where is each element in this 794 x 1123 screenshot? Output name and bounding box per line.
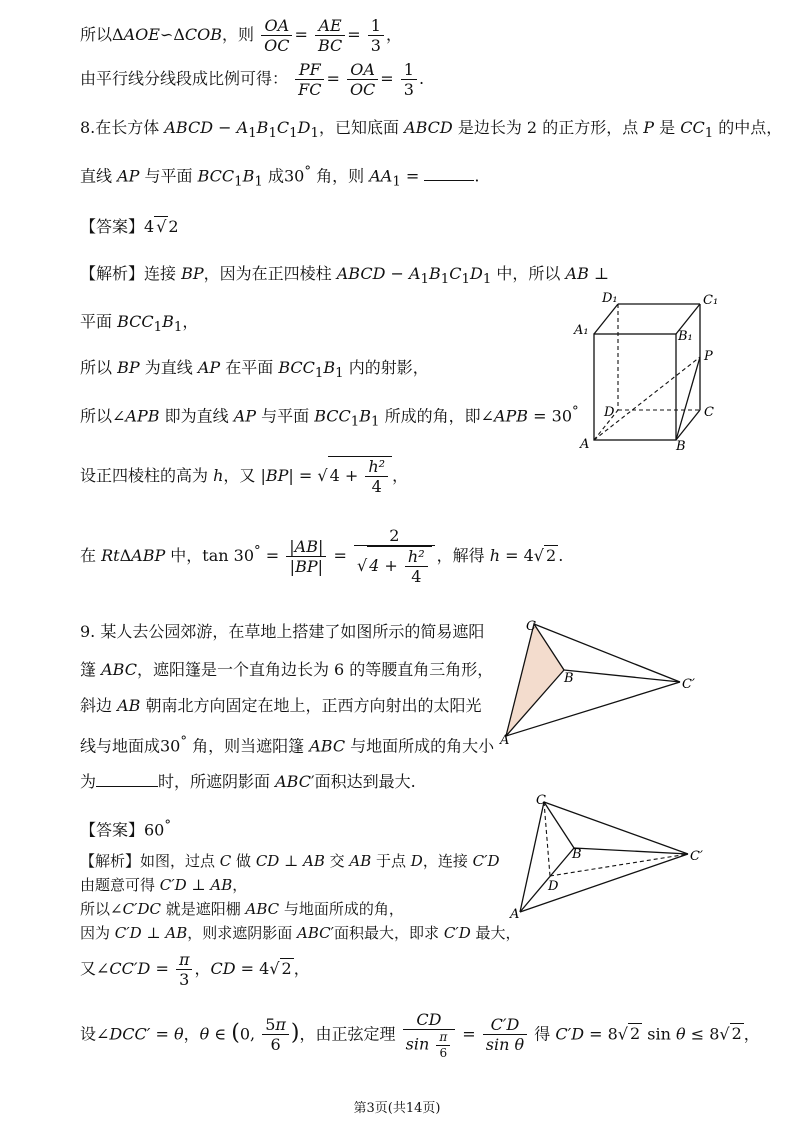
label-c: C: [536, 793, 546, 808]
label-a: A: [580, 437, 590, 450]
label-b: B: [572, 847, 582, 862]
sunshade-explanation-figure: [506, 790, 716, 920]
label-c: C: [704, 405, 714, 420]
question-9-line3: 斜边 AB 朝南北方向固定在地上，正西方向射出的太阳光: [80, 696, 482, 715]
explanation-9-line1: 【解析】如图，过点 C 做 CD ⊥ AB 交 AB 于点 D，连接 C′D: [80, 852, 500, 870]
explanation-9-line2: 由题意可得 C′D ⊥ AB，: [80, 876, 248, 894]
label-c1: C₁: [703, 293, 719, 308]
label-c: C: [526, 619, 536, 634]
fraction: $\frac{OA}{OC}$: [347, 60, 378, 99]
question-9-line2: 篷 ABC，遮阳篷是一个直角边长为 6 的等腰直角三角形，: [80, 660, 494, 679]
answer-9: 【答案】60°: [80, 818, 172, 840]
question-9-line1: 9. 某人去公园郊游，在草地上搭建了如图所示的简易遮阳: [80, 622, 485, 641]
explanation-9-line4: 因为 C′D ⊥ AB，则求遮阴影面 ABC′面积最大，即求 C′D 最大，: [80, 924, 521, 942]
label-c-prime: C′: [682, 677, 695, 692]
label-d1: D₁: [602, 291, 618, 306]
question-8-line1: 8.在长方体 ABCD − $A_1B_1C_1D_1$，已知底面 ABCD 是边长为 2 的正方形，点 P 是 $CC_1$ 的中点，: [80, 118, 783, 142]
fraction: $\frac{1}{3}$: [401, 60, 417, 99]
text-line: 由平行线分线段成比例可得： $\frac{PF}{FC}$ = $\frac{OA}{OC}$ = $\frac{1}{3}$ .: [80, 60, 425, 100]
sunshade-figure: [496, 618, 710, 748]
fraction: $\frac{PF}{FC}$: [295, 60, 324, 99]
label-a: A: [500, 733, 510, 748]
label-a1: A₁: [574, 323, 589, 338]
label-d: D: [604, 405, 615, 420]
explanation-9-line3: 所以∠C′DC 就是遮阳棚 ABC 与地面所成的角，: [80, 900, 404, 918]
label-b1: B₁: [678, 329, 693, 344]
fraction: $\frac{AE}{BC}$: [315, 16, 345, 55]
explanation-8-line6: 在 RtΔABP 中，tan 30° = $\frac{|AB|}{|BP|}$ = 2 √ 4 + $\frac{\text{h²}}{4}$ ，解得 h = 4√ 2 .: [80, 526, 564, 587]
page-footer: 第3页(共14页): [353, 1101, 441, 1116]
explanation-8-line3: 所以 BP 为直线 AP 在平面 $BCC_1B_1$ 内的射影，: [80, 358, 429, 382]
explanation-8-line1: 【解析】连接 BP，因为在正四棱柱 ABCD − $A_1B_1C_1D_1$ 中，所以 AB ⊥: [80, 264, 609, 288]
cuboid-figure: [572, 290, 722, 450]
question-9-line5: 为 时，所遮阴影面 ABC′面积达到最大.: [80, 772, 416, 791]
label-a: A: [510, 907, 520, 920]
text-line: 所以ΔAOE∽ΔCOB，则 $\frac{OA}{OC}$ = $\frac{AE}{BC}$ = $\frac{1}{3}$ ，: [80, 16, 402, 56]
explanation-9-line5: 又∠CC′D = $\frac{\pi}{3}$ ，CD = 4√ 2 ，: [80, 950, 310, 990]
label-b: B: [564, 671, 574, 686]
fraction: $\frac{OA}{OC}$: [261, 16, 292, 55]
fraction: $\frac{1}{3}$: [368, 16, 384, 55]
explanation-8-line2: 平面 $BCC_1B_1$，: [80, 312, 199, 336]
question-9-line4: 线与地面成30° 角，则当遮阳篷 ABC 与地面所成的角大小: [80, 734, 495, 756]
question-8-line2: 直线 AP 与平面 $BCC_1B_1$ 成30° 角，则 $AA_1$ = .: [80, 164, 480, 190]
explanation-8-line5: 设正四棱柱的高为 h，又 |BP| = √ 4 + $\frac{\text{h²}}{4}$ ，: [80, 457, 409, 497]
label-d: D: [548, 879, 559, 894]
label-c-prime: C′: [690, 849, 703, 864]
label-p: P: [704, 349, 713, 364]
label-b: B: [676, 439, 686, 450]
explanation-8-line4: 所以∠APB 即为直线 AP 与平面 $BCC_1B_1$ 所成的角，即∠APB = 30°: [80, 404, 579, 430]
answer-8: 【答案】4 √ 2: [80, 217, 179, 236]
explanation-9-line6: 设∠DCC′ = θ，θ ∈ (0, $\frac{5\pi}{6}$ )，由正弦定理 CD sin $\frac{\pi}{6}$ = $\frac{C'D}{\text{sin θ}}$ 得 C′D = 8√ 2 sin θ ≤ 8√ 2 ，: [80, 1010, 760, 1060]
